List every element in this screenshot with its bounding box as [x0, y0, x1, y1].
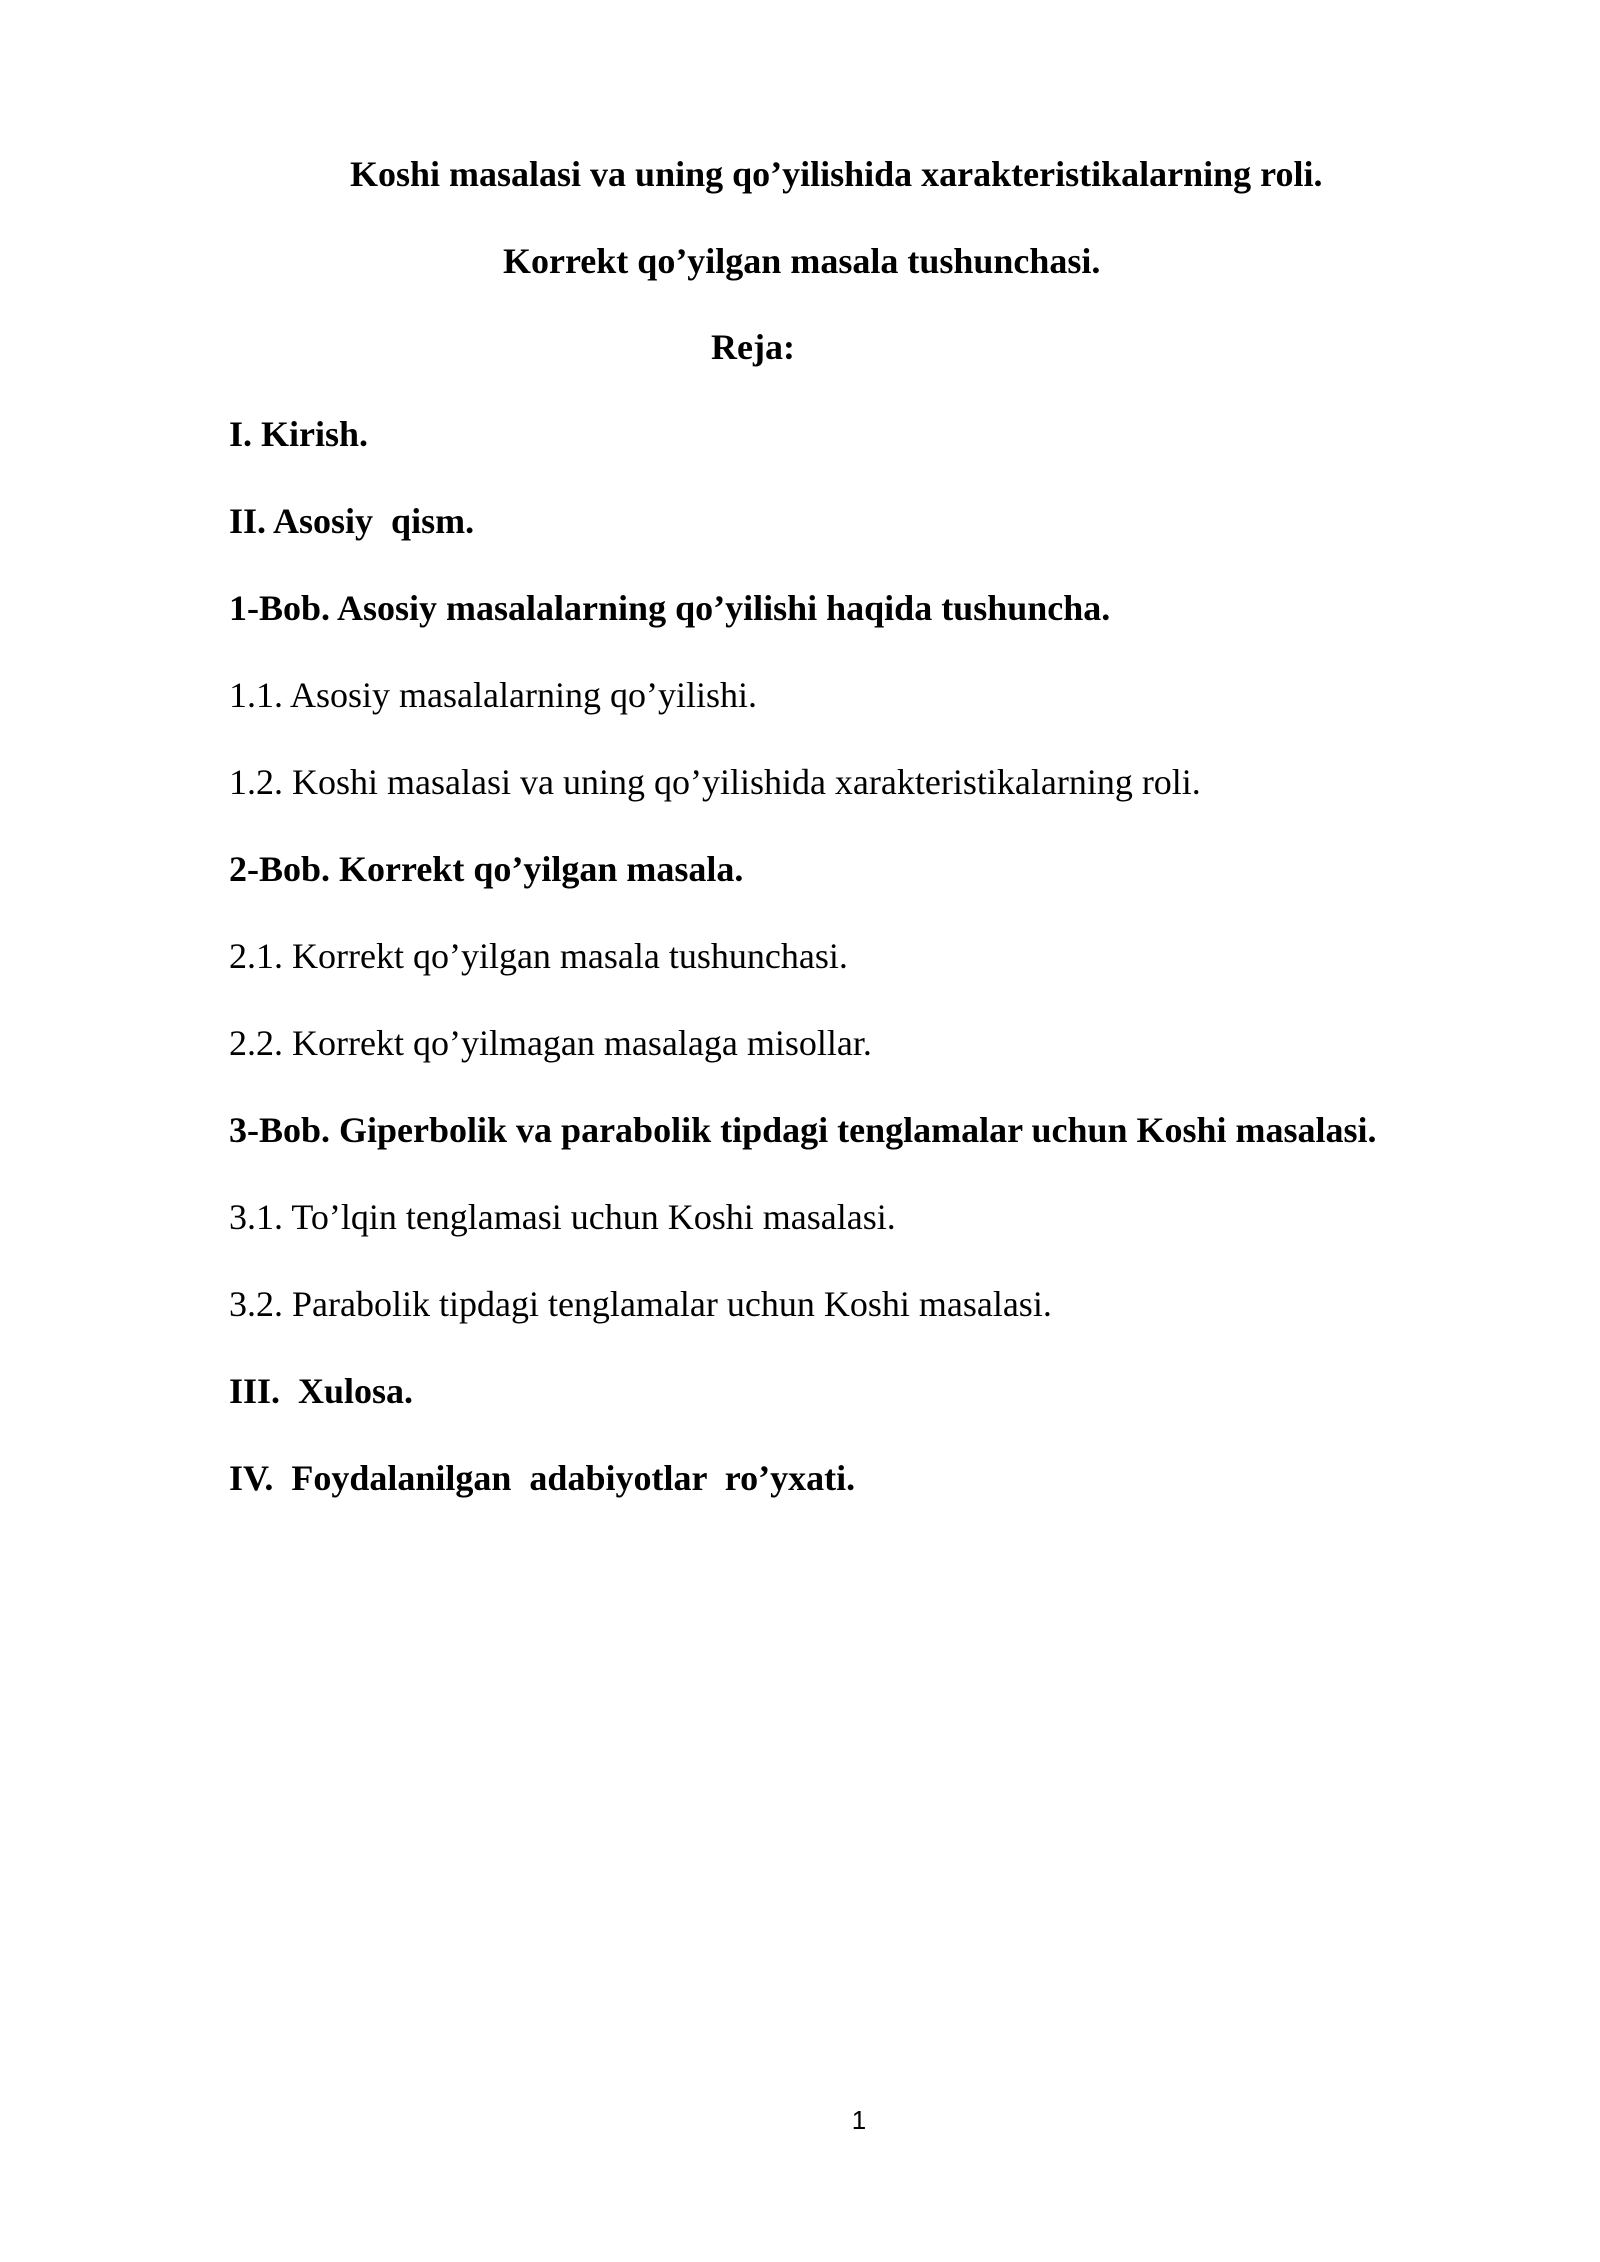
document-title-line-2: Korrekt qo’yilgan masala tushunchasi.	[503, 241, 1101, 281]
toc-item-references: IV. Foydalanilgan adabiyotlar ro’yxati.	[229, 1458, 856, 1498]
toc-item-main-part: II. Asosiy qism.	[229, 501, 475, 541]
toc-item-section-3-1: 3.1. To’lqin tenglamasi uchun Koshi masalasi.	[229, 1197, 896, 1237]
document-title-line-1: Koshi masalasi va uning qo’yilishida xarakteristikalarning roli.	[350, 154, 1323, 194]
toc-item-section-3-2: 3.2. Parabolik tipdagi tenglamalar uchun Koshi masalasi.	[229, 1284, 1052, 1324]
plan-heading: Reja:	[711, 327, 795, 367]
toc-item-introduction: I. Kirish.	[229, 414, 369, 454]
toc-item-section-1-2: 1.2. Koshi masalasi va uning qo’yilishida xarakteristikalarning roli.	[229, 762, 1201, 802]
toc-item-section-2-2: 2.2. Korrekt qo’yilmagan masalaga misollar.	[229, 1023, 872, 1063]
page-number: 1	[851, 2105, 867, 2135]
toc-item-section-2-1: 2.1. Korrekt qo’yilgan masala tushunchasi.	[229, 936, 848, 976]
toc-item-conclusion: III. Xulosa.	[229, 1371, 414, 1411]
toc-item-chapter-3: 3-Bob. Giperbolik va parabolik tipdagi tenglamalar uchun Koshi masalasi.	[229, 1110, 1377, 1150]
toc-item-chapter-2: 2-Bob. Korrekt qo’yilgan masala.	[229, 849, 744, 889]
toc-item-chapter-1: 1-Bob. Asosiy masalalarning qo’yilishi haqida tushuncha.	[229, 588, 1111, 628]
toc-item-section-1-1: 1.1. Asosiy masalalarning qo’yilishi.	[229, 675, 757, 715]
table-of-contents	[229, 412, 1479, 1543]
